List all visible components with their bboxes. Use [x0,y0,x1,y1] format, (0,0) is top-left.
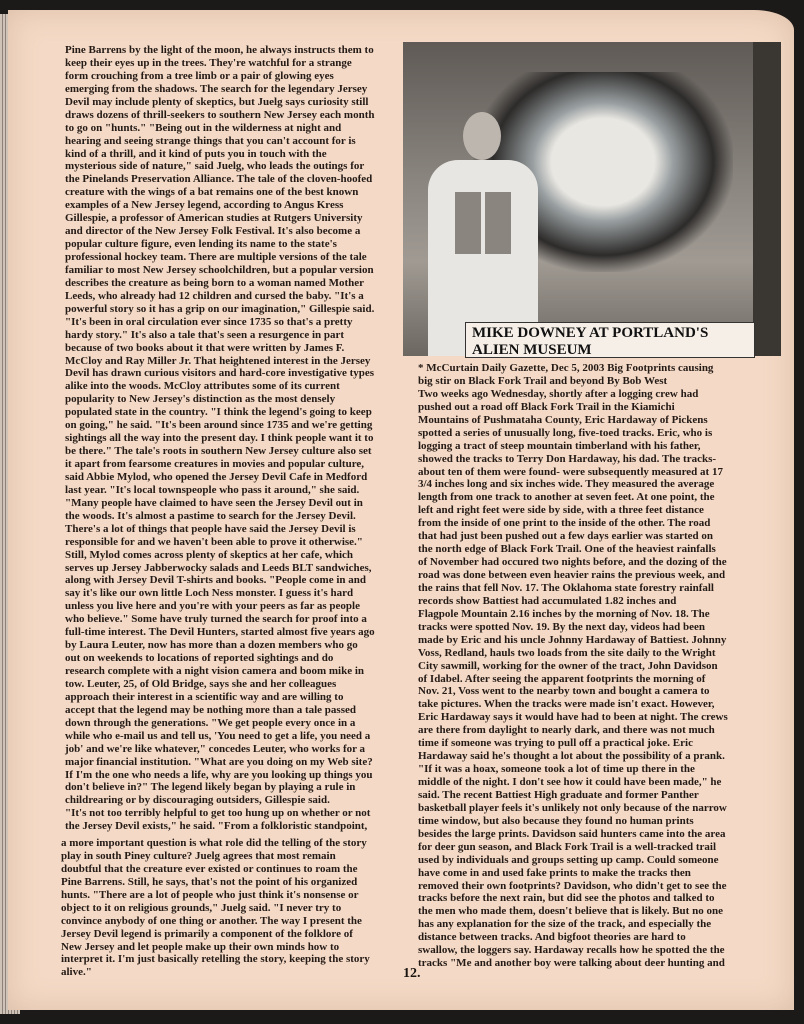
man-head [463,112,501,160]
text-line: don't believe in?" The legend likely began by playing a rule in [65,781,356,794]
text-line: "It's not too terribly helpful to get too hung up on whether or not [65,807,371,820]
text-line: sightings all the way into the present day. I think people want it to [65,432,374,445]
text-line: draws dozens of thrill-seekers to southern New Jersey each month [65,108,375,121]
text-line: big stir on Black Fork Trail and beyond By Bob West [418,374,668,387]
text-line: length from one track to another at seven feet. At one point, the [418,491,715,504]
text-line: hardy story." It's also a tale that's seen a resurgence in part [65,328,345,341]
text-line: popular culture figure, even lending its name to the state's [65,238,337,251]
text-line: are there from daylight to nearly dark, and there was not much [418,724,715,737]
text-line: mysterious side of nature," said Juelg, who leads the outings for [65,160,365,173]
text-line: Still, Mylod comes across plenty of skeptics at her cafe, which [65,548,354,561]
text-line: creature with the wings of a bat remains one of the best known [65,186,359,199]
text-line: responsible for and we haven't been able to prove it otherwise." [65,535,363,548]
photo-mike-downey-alien-museum [403,42,781,356]
wall-display [753,42,781,356]
text-line: while who e-mail us and tell us, 'You need to get a life, you need a [65,729,371,742]
text-line: the woods. It's almost a pastime to search for the Jersey Devil. [65,509,356,522]
text-line: Nov. 21, Voss went to the nearby town and bought a camera to [418,685,710,698]
photo-caption [465,322,755,358]
text-line: by Laura Leuter, now has more than a dozen members who go [65,639,358,652]
text-line: a more important question is what role did the telling of the story [61,837,367,849]
text-line: tracks were spotted Nov. 19. By the next day, videos had been [418,620,706,633]
text-line: job' and we're like whatever," concedes Leuter, who works for a [65,742,366,755]
text-line: the rains that fell Nov. 17. The Oklahoma state forestry rainfall [418,581,714,594]
text-line: emerging from the shadows. The search for the legendary Jersey [65,82,368,95]
text-line: Gillespie, a professor of American studies at Rutgers University [65,212,363,225]
left-column-article-part1 [65,44,375,833]
text-line: the Pinelands Preservation Alliance. The tale of the cloven-hoofed [65,173,373,186]
text-line: describes the creature as being born to a woman named Mother [65,276,365,289]
text-line: showed the tracks to Terry Don Hardaway, his dad. The tracks- [418,452,717,465]
left-column-article-part2 [61,837,370,979]
right-column-article [418,362,728,970]
text-line: "If it was a hoax, someone took a lot of time up there in the [418,763,695,776]
text-line: accept that the legend may be nothing more than a tale passed [65,703,356,716]
text-line: removed their own footprints? Davidson, who didn't get to see the [418,879,727,892]
text-line: have come in and used fake prints to make the tracks then [418,866,691,879]
text-line: Pine Barrens. Still, he says, that's not the point of his organized [61,875,358,888]
text-line: basketball player feels it's unlikely not only because of the narrow [418,801,727,814]
text-line: Hardaway said he's thought a lot about the possibility of a prank. [418,750,725,763]
text-line: research complete with a night vision camera and boom mike in [65,665,365,677]
text-line: major financial institution. "What are you doing on my Web site? [65,755,373,768]
text-line: serves up Jersey Jabberwocky salads and Leeds BLT sandwiches, [65,561,372,574]
text-line: Devil has drawn curious visitors and hard-core investigative types [65,367,375,380]
text-line: time if someone was trying to pull off a practical joke. Eric [418,737,693,750]
text-line: hunts. "There are a lot of people who just think it's nonsense or [61,888,359,901]
text-line: play in south Piney culture? Juelg agrees that most remain [61,849,336,862]
text-line: the men who made them, doesn't believe that is likely. But no one [418,905,723,918]
text-line: full-time interest. The Devil Hunters, started almost five years ago [65,626,375,639]
text-line: 3/4 inches long and six inches wide. They measured the average [418,478,715,491]
caption-line-2: ALIEN MUSEUM [472,342,592,358]
text-line: Pine Barrens by the light of the moon, he always instructs them to [65,44,374,56]
text-line: who believe." Some have truly turned the search for proof into a [65,613,367,626]
shirt-graphic [455,192,511,254]
text-line: time window, but also because they found no human prints [418,814,694,827]
text-line: on going," he said. "It's been around since 1735 and we're getting [65,419,373,432]
text-line: * McCurtain Daily Gazette, Dec 5, 2003 Big Footprints causing [418,362,714,374]
text-line: object to it on religious grounds," Juelg said. "I never try to [61,901,342,914]
page-number: 12. [403,966,421,981]
text-line: swallow, the loggers say. Hardaway recalls how he spotted the the [418,944,725,957]
text-line: interpret it. I'm just basically retelling the story, keeping the story [61,953,370,966]
text-line: New Jersey and let people make up their own minds how to [61,940,340,953]
text-line: professional hockey team. There are multiple versions of the tale [65,251,367,263]
text-line: Mountains of Pushmataha County, Eric Hardaway of Pickens [418,413,708,426]
text-line: keep their eyes up in the trees. They're watchful for a strange [65,56,352,69]
text-line: has any explanation for the size of the track, and especially the [418,918,712,931]
text-line: popularity to New Jersey's distinction as the most densely [65,393,336,406]
text-line: alive." [61,966,92,979]
text-line: powerful story so it has a grip on our imagination," Gillespie said. [65,302,375,315]
text-line: down through the generations. "We get people every once in a [65,716,356,729]
text-line: "It's been in oral circulation ever since 1735 so that's a pretty [65,315,353,328]
text-line: McCloy and Ray Miller Jr. That heightened interest in the Jersey [65,354,371,367]
text-line: unless you live here and you're with your peers as far as people [65,600,360,613]
text-line: used by individuals and groups setting up camp. Could someone [418,853,719,866]
text-line: If I'm the one who needs a life, why are you looking up things you [65,768,373,781]
text-line: There's a lot of things that people have said the Jersey Devil is [65,522,356,535]
text-line: Voss, Redland, hauls two loads from the site daily to the Wright [418,646,716,659]
text-line: take pictures. When the tracks were made isn't exact. However, [418,698,715,711]
text-line: populated state in the country. "I think the legend's going to keep [65,406,372,419]
text-line: childrearing or by discouraging outsiders, Gillespie said. [65,794,330,807]
text-line: and director of the New Jersey Folk Festival. It's also become a [65,225,361,238]
text-line: tow. Leuter, 25, of Old Bridge, says she and her colleagues [65,677,337,690]
text-line: hearing and seeing strange things that you can't account for is [65,134,356,147]
text-line: be there." The tale's roots in southern New Jersey culture also set [65,445,372,458]
caption-line-1: MIKE DOWNEY AT PORTLAND'S [472,325,709,341]
text-line: spotted a series of unusually long, five-toed tracks. Eric, who is [418,426,713,439]
text-line: besides the large prints. Davidson said hunters came into the area [418,827,726,840]
text-line: pushed out a road off Black Fork Trail in the Kiamichi [418,400,675,413]
text-line: of Idabel. After seeing the apparent footprints the morning of [418,672,706,685]
text-line: say it's like our own little Loch Ness monster. I guess it's hard [65,587,354,600]
text-line: familiar to most New Jersey schoolchildren, but a popular version [65,263,374,276]
text-line: middle of the night. I don't see how it could have been made," he [418,776,722,788]
text-line: logging a tract of steep mountain timberland with his father, [418,439,701,452]
text-line: Leeds, who already had 12 children and cursed the baby. "It's a [65,289,364,302]
text-line: City sawmill, working for the owner of the tract, John Davidson [418,659,718,672]
text-line: for deer gun season, and Black Fork Trail is a well-tracked trail [418,840,717,853]
text-line: approach their interest in a scientific way and are willing to [65,690,344,703]
text-line: records show Battiest had accumulated 1.82 inches and [418,594,677,607]
text-line: the Jersey Devil exists," he said. "From a folkloristic standpoint, [65,820,368,833]
text-line: Two weeks ago Wednesday, shortly after a logging crew had [418,387,699,400]
text-line: said Abbie Mylod, who opened the Jersey Devil Cafe in Medford [65,470,368,483]
text-line: along with Jersey Devil T-shirts and books. "People come in and [65,574,366,587]
text-line: distance between tracks. And bigfoot theories are hard to [418,931,686,944]
text-line: Jersey Devil legend is primarily a component of the folklore of [61,927,353,940]
text-line: kind of a thrill, and it kind of puts you in touch with the [65,147,327,160]
text-line: the north edge of Black Fork Trail. One of the heaviest rainfalls [418,543,716,556]
text-line: Eric Hardaway says it would have had to been at night. The crews [418,711,728,724]
text-line: Devil may include plenty of skeptics, but Juelg says curiosity still [65,95,369,108]
text-line: about ten of them were found- were subsequently measured at 17 [418,465,723,478]
text-line: said. The recent Battiest High graduate and former Panther [418,788,699,801]
text-line: that had just been pushed out a few days earlier was started on [418,530,713,543]
text-line: alike into the woods. McCloy attributes some of its current [65,380,340,393]
text-line: Flagpole Mountain 2.16 inches by the morning of Nov. 18. The [418,607,710,620]
text-line: to go on "hunts." "Being out in the wilderness at night and [65,121,342,134]
text-line: from the inside of one print to the inside of the other. The road [418,517,711,530]
text-line: because of two books about it that were written by James F. [65,341,345,354]
text-line: of November had occured two nights before, and the dozing of the [418,556,727,569]
text-line: form crouching from a tree limb or a pair of glowing eyes [65,69,334,82]
text-line: tracks "Me and another boy were talking about deer hunting and [418,957,725,970]
text-line: road was done between even heavier rains the previous week, and [418,569,726,581]
text-line: tracks before the next rain, but did see the photos and talked to [418,892,715,905]
text-line: out on weekends to locations of reported sightings and do [65,652,334,665]
text-line: it apart from fearsome creatures in movies and popular culture, [65,458,365,470]
text-line: left and right feet were side by side, with a three feet distance [418,504,704,517]
text-line: examples of a New Jersey legend, according to Angus Kress [65,199,344,212]
text-line: doubtful that the creature ever existed or continues to roam the [61,862,358,875]
text-line: "Many people have claimed to have seen the Jersey Devil out in [65,496,363,509]
text-line: last year. "It's local townspeople who pass it around," she said. [65,483,360,496]
text-line: made by Eric and his uncle Johnny Hardaway of Battiest. Johnny [418,633,727,646]
text-line: convince anybody of one thing or another. The way I present the [61,914,362,927]
